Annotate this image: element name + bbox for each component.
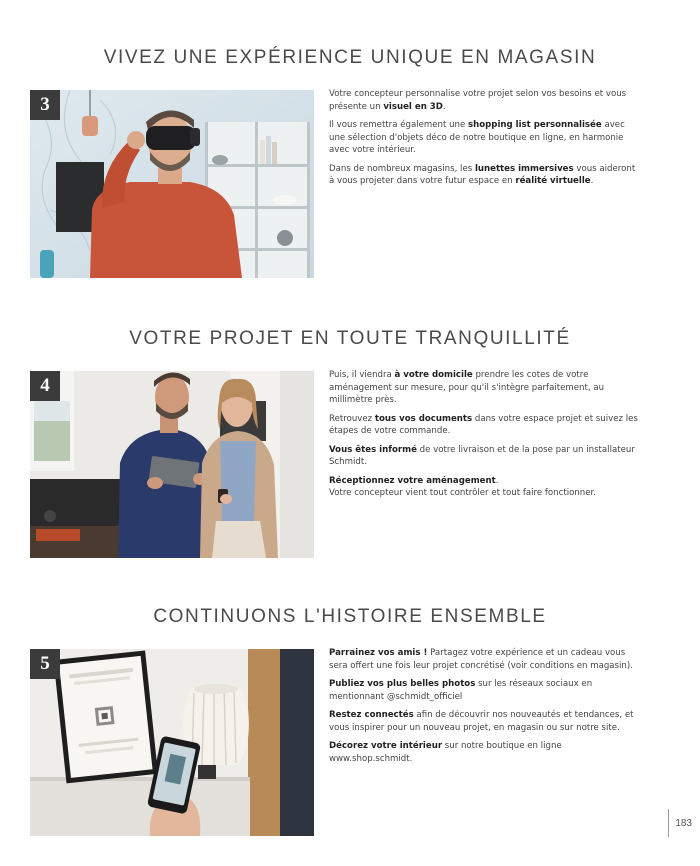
section-3-paragraph: Dans de nombreux magasins, les lunettes immersives vous aideront à vous projeter dans votre futur espace en réalité virtuelle. xyxy=(329,163,636,186)
section-5-paragraph: Décorez votre intérieur sur notre boutique en ligne www.shop.schmidt. xyxy=(329,741,562,764)
section-3-title: VIVEZ UNE EXPÉRIENCE UNIQUE EN MAGASIN xyxy=(103,47,597,68)
couple-tablet-photo xyxy=(30,371,314,558)
section-4-paragraph: Vous êtes informé de votre livraison et de la pose par un installateur Schmidt. xyxy=(329,444,635,467)
section-4-text xyxy=(329,369,639,506)
shelf-phone-illustration xyxy=(30,649,314,836)
section-5-paragraph: Restez connectés afin de découvrir nos nouveautés et tendances, et vous inspirer pour un nouveau projet, en magasin ou sur notre site. xyxy=(329,710,634,733)
vr-headset-photo xyxy=(30,90,314,278)
step-badge-4: 4 xyxy=(30,371,60,401)
section-5-title: CONTINUONS L'HISTOIRE ENSEMBLE xyxy=(153,606,547,627)
page-number xyxy=(668,809,692,837)
section-4-paragraph: Puis, il viendra à votre domicile prendre les cotes de votre aménagement sur mesure, pour qu'il s'intègre parfaitement, au millimètre près. xyxy=(329,370,605,405)
step-badge-3: 3 xyxy=(30,90,60,120)
vr-scene-illustration xyxy=(30,90,314,278)
section-5-paragraph: Parrainez vos amis ! Partagez votre expérience et un cadeau vous sera offert une fois leur projet concrétisé (voir conditions en magasin). xyxy=(329,648,633,671)
section-3-paragraph: Il vous remettra également une shopping list personnalisée avec une sélection d'objets déco de notre boutique en ligne, en harmonie avec votre intérieur. xyxy=(329,120,625,155)
section-3-text xyxy=(329,88,639,194)
section-5-paragraph: Publiez vos plus belles photos sur les réseaux sociaux en mentionnant @schmidt_officiel xyxy=(329,679,593,702)
section-5-text xyxy=(329,647,639,771)
phone-photo xyxy=(30,649,314,836)
step-badge-5: 5 xyxy=(30,649,60,679)
kitchen-scene-illustration xyxy=(30,371,314,558)
section-4-paragraph: Retrouvez tous vos documents dans votre espace projet et suivez les étapes de votre commande. xyxy=(329,413,638,436)
section-3-paragraph: Votre concepteur personnalise votre projet selon vos besoins et vous présente un visuel en 3D. xyxy=(329,89,627,112)
section-4-title: VOTRE PROJET EN TOUTE TRANQUILLITÉ xyxy=(129,328,571,349)
page-number-text: 183 xyxy=(675,817,692,829)
section-4-paragraph: Réceptionnez votre aménagement. Votre concepteur vient tout contrôler et tout faire fonctionner. xyxy=(329,475,597,498)
